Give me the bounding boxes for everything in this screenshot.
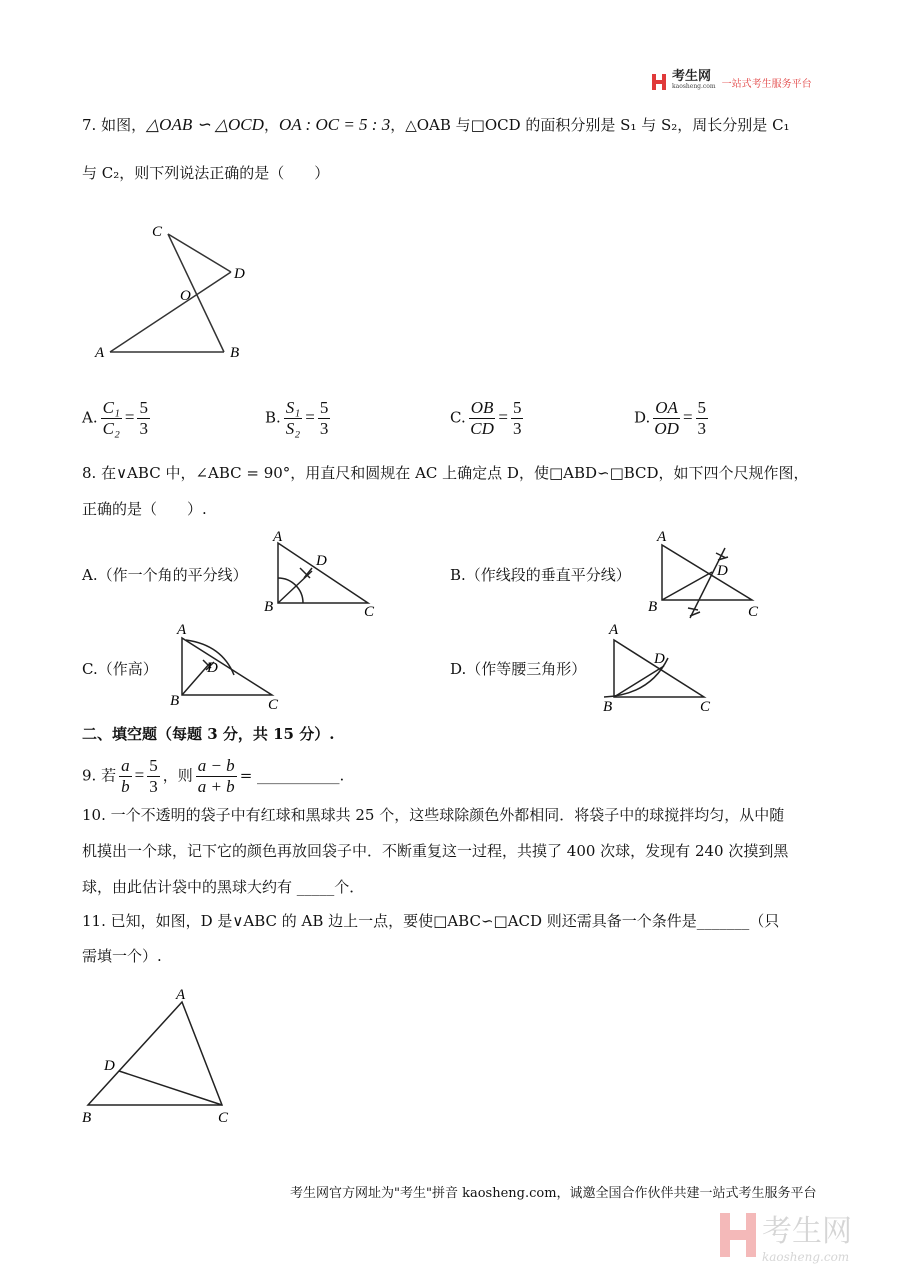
logo-icon: [652, 74, 666, 90]
q7-option-c[interactable]: C. $\frac{OB}{CD}$ = $\frac{5}{3}$: [450, 398, 522, 438]
q9-answer-blank[interactable]: = ___________.: [239, 766, 345, 785]
svg-text:B: B: [648, 599, 658, 615]
svg-text:B: B: [82, 1110, 92, 1126]
label-B: B: [230, 345, 240, 361]
svg-text:A: A: [657, 529, 667, 545]
svg-text:B: B: [170, 693, 180, 709]
logo-text: 考生网: [672, 69, 712, 84]
section-2-heading: 二、填空题（每题 3 分，共 15 分）.: [82, 725, 335, 743]
svg-text:C: C: [700, 699, 711, 715]
q7-option-d[interactable]: D. $\frac{OA}{OD}$ = $\frac{5}{3}$: [634, 398, 707, 438]
svg-text:D: D: [654, 651, 665, 667]
q8-option-d[interactable]: D.（作等腰三角形）: [450, 660, 587, 678]
label-D: D: [234, 266, 245, 282]
label-A: A: [95, 345, 105, 361]
q7-option-b[interactable]: B. $\frac{\text{S₁}}{\text{S₂}}$ = $\frac{5}{3}$: [265, 398, 329, 438]
header-logo: [652, 69, 812, 92]
q11-line1: 11. 已知，如图，D 是∨ABC 的 AB 边上一点，要使□ABC∽□ACD 则还需具备一个条件是_______（只: [82, 912, 780, 930]
q11-line2: 需填一个）.: [82, 947, 162, 965]
watermark-logo-icon: [720, 1213, 756, 1257]
svg-text:A: A: [177, 622, 187, 638]
svg-text:A: A: [273, 529, 283, 545]
q7-line1: 7. 如图，△OAB ∽ △OCD，OA : OC = 5 : 3，△OAB 与□OCD 的面积分别是 S₁ 与 S₂，周长分别是 C₁: [82, 115, 790, 134]
label-C: C: [152, 224, 163, 240]
svg-text:A: A: [176, 987, 186, 1003]
q8-option-c[interactable]: C.（作高）: [82, 660, 158, 678]
q8-line2: 正确的是（ ）.: [82, 500, 207, 518]
svg-text:D: D: [316, 553, 327, 569]
svg-text:A: A: [609, 622, 619, 638]
svg-text:C: C: [364, 604, 375, 620]
svg-text:D: D: [717, 563, 728, 579]
svg-text:B: B: [264, 599, 274, 615]
svg-text:C: C: [218, 1110, 229, 1126]
q10-line2: 机摸出一个球，记下它的颜色再放回袋子中．不断重复这一过程，共摸了 400 次球，发现有 240 次摸到黑: [82, 842, 789, 860]
q10-line1: 10. 一个不透明的袋子中有红球和黑球共 25 个，这些球除颜色外都相同．将袋子中的球搅拌均匀，从中随: [82, 806, 785, 824]
svg-text:B: B: [603, 699, 613, 715]
q8-line1: 8. 在∨ABC 中，∠ABC = 90°，用直尺和圆规在 AC 上确定点 D，使□ABD∽□BCD，如下四个尺规作图，: [82, 464, 809, 482]
svg-text:D: D: [104, 1058, 115, 1074]
svg-text:C: C: [748, 604, 759, 620]
svg-text:D: D: [207, 660, 218, 676]
header-slogan: 一站式考生服务平台: [721, 78, 812, 90]
label-O: O: [180, 288, 191, 304]
q8-option-b[interactable]: B.（作线段的垂直平分线）: [450, 566, 631, 584]
q7-line2: 与 C₂，则下列说法正确的是（ ）: [82, 164, 330, 182]
q9: 9. 若 $\frac{a}{b}$ = $\frac{5}{3}$ ，则 $\frac{a - b}{a + b}$ = ___________.: [82, 756, 345, 796]
q8-option-a[interactable]: A.（作一个角的平分线）: [82, 566, 248, 584]
q7-option-a[interactable]: A. $\frac{\text{C₁}}{\text{C₂}}$ = $\frac{5}{3}$: [82, 398, 148, 438]
svg-text:C: C: [268, 697, 279, 713]
q10-line3: 球，由此估计袋中的黑球大约有 _____个．: [82, 878, 365, 896]
footer-text: 考生网官方网址为"考生"拼音 kaosheng.com，诚邀全国合作伙伴共建一站式考生服务平台: [290, 1186, 817, 1201]
watermark: 考生网 kaosheng.com: [720, 1206, 852, 1264]
logo-sub: kaosheng.com: [672, 83, 716, 90]
